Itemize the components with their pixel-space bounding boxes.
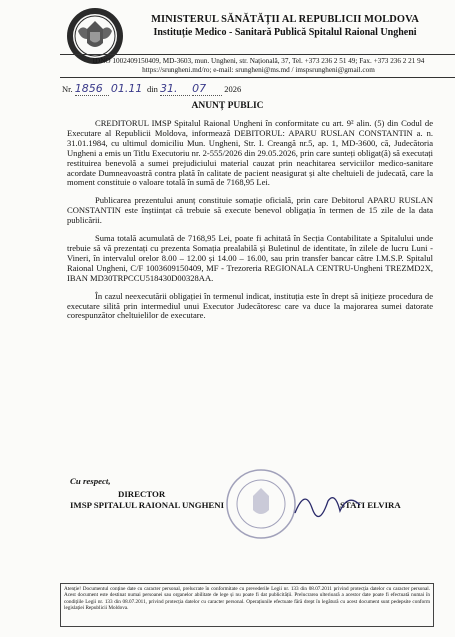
notice-body [67, 119, 433, 329]
page-title: ANUNȚ PUBLIC [191, 101, 264, 111]
paragraph-summons: Publicarea prezentului anunț constituie somație oficială, prin care Debitorul APARU RUSLAN CONSTANTIN este înștiințat că trebuie să execute benevol obligația în termen de 15 zile de la data publicării. [67, 195, 433, 226]
contact-line-2: https://srungheni.md/ro; e-mail: srungheni@ms.md / imspsrungheni@gmail.com [142, 65, 375, 74]
nr-value: 1856 [75, 82, 109, 96]
nr-label: Nr. [62, 84, 73, 94]
signatory-name: STATI ELVIRA [340, 500, 401, 510]
nr-day: 01.11 [110, 82, 143, 95]
institution-name: Instituție Medico - Sanitară Publică Spitalul Raional Ungheni [153, 27, 417, 38]
paragraph-enforcement: În cazul neexecutării obligației în termenul indicat, instituția este în drept să inițieze procedura de executare silită prin intermediul unui Executor Judecătoresc care va duce la majorarea sumei datorate corespunzător cheltuielilor de executare. [67, 290, 433, 321]
contact-block [62, 57, 455, 74]
din-label: din [147, 84, 158, 94]
institution-stamp-icon [225, 468, 297, 540]
contact-line-1: IDNO 1002409150409, MD-3603, mun. Ungheni, str. Națională, 37, Tel. +373 236 2 51 49; Fax. +373 236 2 21 94 [92, 57, 425, 65]
signatory-organization: IMSP SPITALUL RAIONAL UNGHENI [70, 500, 225, 510]
month-handwritten: 07 [192, 82, 222, 96]
signatory-role: DIRECTOR [118, 489, 166, 499]
closing-respect: Cu respect, [70, 476, 111, 486]
institution-header [135, 14, 435, 38]
data-protection-notice: Atenție! Documentul conține date cu caracter personal, prelucrate în conformitate cu prevederile Legii nr. 133 din 08.07.2011 privind protecția datelor cu caracter personal. Acest document este destinat numai persoanei sau organelor abilitate de lege și nu poate fi dat publicității. Prelucrarea ulterioară a acestor date poate fi efectuată numai în condițiile Legii nr. 133 din 08.07.2011, privind protecția datelor cu caracter personal. Operațiunile efectuate fără drept în legătură cu acest document sunt pedepsite conform legislației Republicii Moldova. [60, 583, 434, 627]
paragraph-creditor: CREDITORUL IMSP Spitalul Raional Ungheni în conformitate cu art. 9² alin. (5) din Codul de Executare al Republicii Moldova, informează DEBITORUL: APARU RUSLAN CONSTANTIN a. n. 31.01.1984, cu ultimul domiciliu Mun. Ungheni, Str. I. Creangă nr.5, ap. 1, MD-3600, că, Judecătoria Ungheni a emis un Titlu Executoriu nr. 2-555/2026 din 29.05.2026, prin care sunteți obligat(ă) să executați restituirea benevolă a sumei prejudiciului material cauzat prin neachitarea serviciilor medico-sanitare acordate Dumneavoastră contra plată în calitate de pacient neasigurat și alte cheltuieli de judecată, care la moment constituie o valoare totală în sumă de 7168,95 Lei. [67, 118, 433, 188]
registration-line [62, 82, 241, 96]
date-handwritten: 31. [160, 82, 190, 96]
contact-rule [60, 77, 455, 78]
year: 2026 [224, 84, 242, 94]
handwritten-signature-icon [290, 483, 370, 523]
ministry-name: MINISTERUL SĂNĂTĂȚII AL REPUBLICII MOLDOVA [151, 14, 419, 25]
paragraph-payment: Suma totală acumulată de 7168,95 Lei, poate fi achitată în Secția Contabilitate a Spitalului unde trebuie să vă prezentați cu prezenta Somația prealabilă și Buletinul de identitate, în zilele de lucru Luni - Vineri, în intervalul orelor 8.00 – 12.00 și 14.00 – 16.00, sau prin transfer bancar către I.M.S.P. Spitalul Raional Ungheni, C/F 1003609150409, MF - Trezoreria REGIONALA CENTRU-Ungheni TREZMD2X, IBAN MD30TRPCCU518430D00328AA. [67, 233, 433, 283]
header-rule [60, 54, 455, 55]
